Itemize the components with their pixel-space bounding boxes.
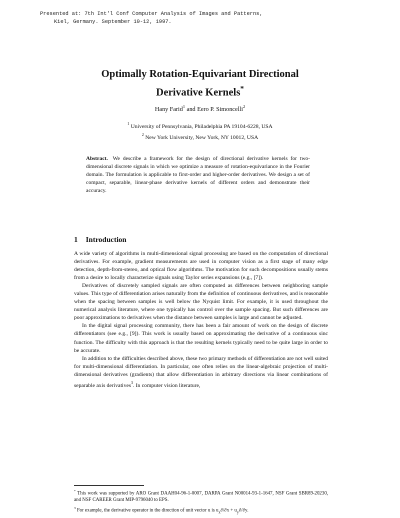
abstract-text: We describe a framework for the design of directional derivative kernels for two-dimensional discrete signals in which we optimize a measure of rotation-equivariance in the Fourier domain. The formulation is applicable to first-order and higher-order derivatives. We design a set of compact, separable, linear-phase derivative kernels of different orders and demonstrate their accuracy. (86, 156, 310, 194)
conference-line-1: Presented at: 7th Int'l Conf Computer Analysis of Images and Patterns, (40, 11, 263, 17)
affiliation-1-text: University of Pennsylvania, Philadelphia PA 19104-6228, USA (129, 123, 273, 130)
paragraph-1: A wide variety of algorithms in multi-dimensional signal processing are based on the computation of directional derivatives. For example, gradient measurements are used in computer vision as a first stage of many edge detection, depth-from-stereo, and optical flow algorithms. The motivation for such decompositions usually stems from a desire to locally characterize signals using Taylor series expansions (e.g., [7]). (74, 251, 328, 282)
footnote-2-text: For example, the derivative operator in the direction of unit vector u is u (75, 508, 219, 514)
paragraph-4-footnote-mark: 3 (131, 380, 133, 385)
affiliation-1 (60, 120, 340, 131)
paper-title (60, 68, 340, 101)
footnote-2-end: . (247, 508, 249, 514)
author-1-mark: 1 (182, 104, 186, 109)
title-line-2-text: Derivative Kernels (156, 87, 241, 99)
paragraph-3: In the digital signal processing community, there has been a fair amount of work on the design of discrete differentiators (see e.g., [9]). This work is usually based on approximating the derivative of a continuous sinc function. The difficulty with this approach is that the resulting kernels typically need to be quite large in order to be accurate. (74, 323, 328, 354)
affiliations (60, 120, 340, 142)
section-heading (74, 235, 126, 244)
footnote-2-mark: 3 (74, 506, 76, 511)
footnote-1-text: This work was supported by ARO Grant DAAH04-96-1-0007, DARPA Grant N00014-93-1-1647, NSF Grant SBR89-20230, and NSF CAREER Grant MIP-9796040 to EPS. (74, 491, 328, 504)
affiliation-1-mark: 1 (127, 122, 130, 126)
abstract (86, 156, 310, 196)
paragraph-2: Derivatives of discretely sampled signals are often computed as differences between neighboring sample values. This type of differentiation arises naturally from the definition of continuous derivatives, and is reasonable when the spacing between samples is well below the Nyquist limit. For example, it is used throughout the numerical analysis literature, where one typically has control over the sample spacing. But such differences are poor approximations to derivatives when the distance between samples is large and cannot be adjusted. (74, 283, 328, 322)
footnote-2-partial-x: ∂/∂x (220, 508, 230, 514)
author-2-mark: 2 (242, 104, 246, 109)
title-footnote-mark: * (240, 84, 244, 93)
section-title: Introduction (85, 235, 127, 244)
conference-header (40, 10, 370, 26)
section-body (74, 250, 328, 390)
title-line-2 (60, 82, 340, 101)
paragraph-4 (74, 355, 328, 390)
footnote-2-plus: + u (229, 508, 237, 514)
section-number: 1 (74, 235, 78, 244)
author-1: Hany Farid (154, 106, 183, 114)
footnote-1 (74, 488, 328, 505)
abstract-label: Abstract. (86, 156, 108, 162)
footnote-2-sub-x: x (218, 509, 221, 515)
footnote-2 (74, 505, 328, 516)
affiliation-2 (60, 131, 340, 142)
title-line-1: Optimally Rotation-Equivariant Directional (101, 69, 299, 80)
conference-line-2: Kiel, Germany. September 10-12, 1997. (54, 19, 172, 25)
affiliation-2-mark: 2 (141, 132, 144, 137)
footnotes (74, 488, 328, 517)
footnote-2-partial-y: ∂/∂y (238, 508, 248, 514)
footnote-rule (74, 485, 144, 486)
footnote-1-mark: * (74, 489, 76, 493)
author-list (60, 104, 340, 113)
author-join: and Eero P. Simoncelli (185, 106, 243, 114)
footnote-2-sub-y: y (236, 509, 239, 515)
paragraph-4-text: In addition to the difficulties described above, these two primary methods of differentiation are not well suited for multi-dimensional differentiation. In particular, one often relies on the linear-algebraic projection of multi-dimensional derivatives (gradients) that allow differentiation in arbitrary directions via linear combinations of separable axis derivatives (74, 355, 328, 389)
paragraph-4-tail: . In computer vision literature, (132, 382, 201, 389)
affiliation-2-text: New York University, New York, NY 10012, USA (143, 134, 259, 141)
